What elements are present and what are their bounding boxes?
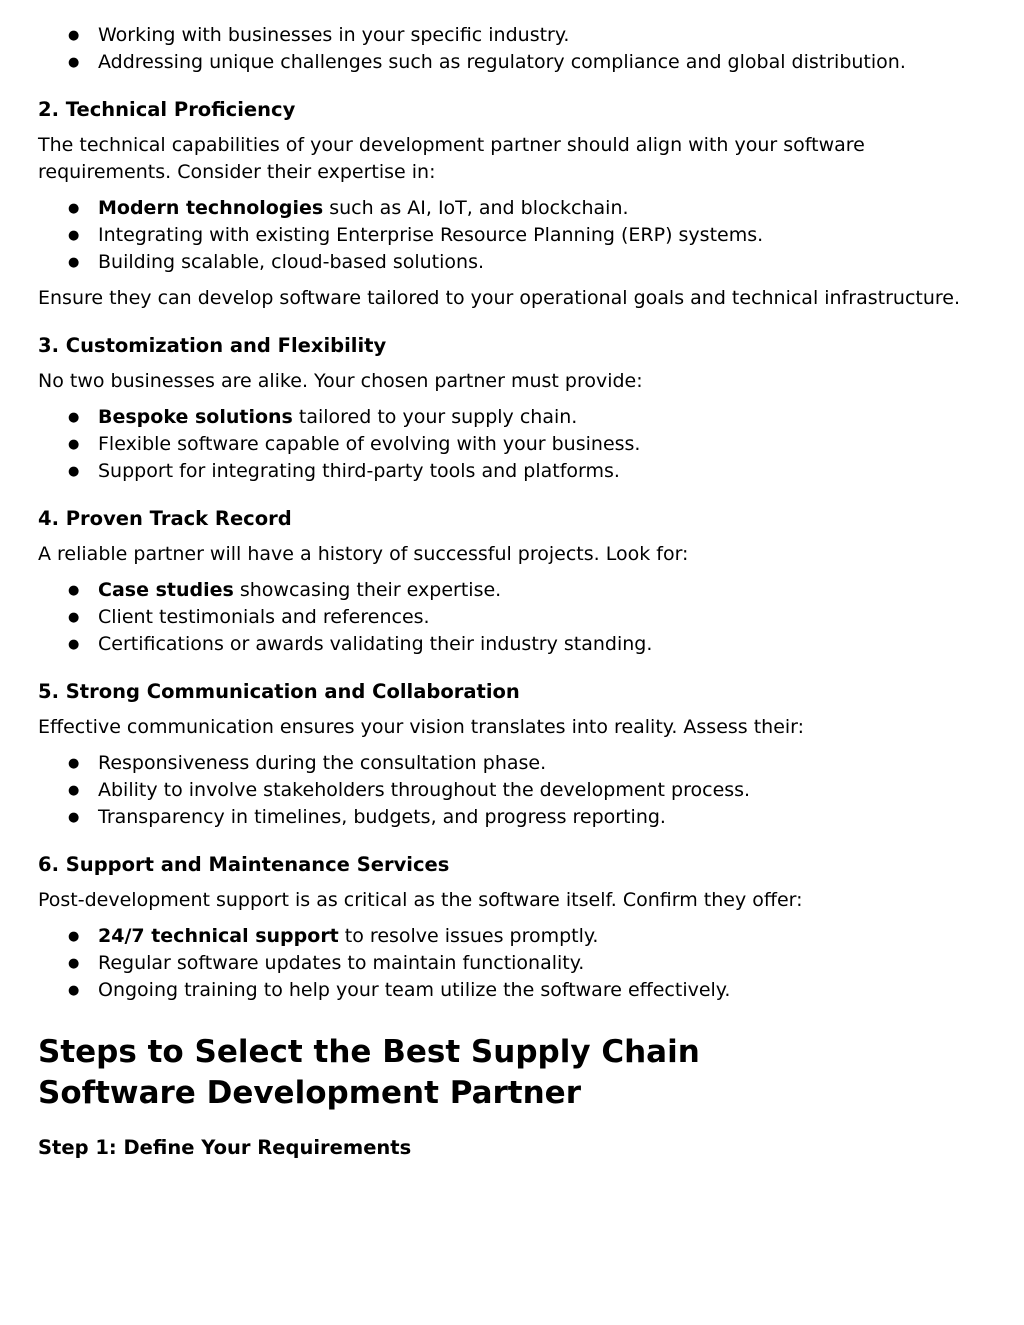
list-item: ● Flexible software capable of evolving with your business. bbox=[38, 431, 986, 458]
section-bullet-list bbox=[38, 750, 986, 831]
bullet-icon: ● bbox=[68, 201, 80, 216]
bullet-icon: ● bbox=[68, 610, 80, 625]
list-item: ● Responsiveness during the consultation phase. bbox=[38, 750, 986, 777]
list-item: ● Case studies showcasing their expertise. bbox=[38, 577, 986, 604]
bullet-icon: ● bbox=[68, 810, 80, 825]
bullet-icon: ● bbox=[68, 464, 80, 479]
section-bullet-list bbox=[38, 923, 986, 1004]
list-item: ● Regular software updates to maintain functionality. bbox=[38, 950, 986, 977]
section-heading-track-record: 4. Proven Track Record bbox=[38, 507, 292, 530]
section-heading-communication: 5. Strong Communication and Collaboration bbox=[38, 680, 520, 703]
section-bullet-list bbox=[38, 404, 986, 485]
list-item: ● Certifications or awards validating their industry standing. bbox=[38, 631, 986, 658]
list-item: ● Support for integrating third-party tools and platforms. bbox=[38, 458, 986, 485]
section-bullet-list bbox=[38, 577, 986, 658]
section-intro: Post-development support is as critical as the software itself. Confirm they offer: bbox=[38, 889, 803, 911]
bullet-icon: ● bbox=[68, 983, 80, 998]
main-heading: Steps to Select the Best Supply Chain Software Development Partner bbox=[38, 1034, 700, 1111]
section-heading-technical-proficiency: 2. Technical Proficiency bbox=[38, 98, 296, 121]
step-heading: Step 1: Define Your Requirements bbox=[38, 1136, 412, 1159]
section-heading-support: 6. Support and Maintenance Services bbox=[38, 853, 450, 876]
list-item: ● Building scalable, cloud-based solutions. bbox=[38, 249, 986, 276]
list-item: ● Ability to involve stakeholders throughout the development process. bbox=[38, 777, 986, 804]
section-outro: Ensure they can develop software tailored to your operational goals and technical infrastructure. bbox=[38, 287, 961, 309]
list-item: ● Ongoing training to help your team utilize the software effectively. bbox=[38, 977, 986, 1004]
bullet-icon: ● bbox=[68, 437, 80, 452]
section-heading-customization: 3. Customization and Flexibility bbox=[38, 334, 387, 357]
bullet-icon: ● bbox=[68, 228, 80, 243]
section-bullet-list bbox=[38, 195, 986, 276]
section-intro: No two businesses are alike. Your chosen partner must provide: bbox=[38, 370, 643, 392]
section-intro: Effective communication ensures your vision translates into reality. Assess their: bbox=[38, 716, 805, 738]
list-item: ● Bespoke solutions tailored to your supply chain. bbox=[38, 404, 986, 431]
bullet-icon: ● bbox=[68, 28, 80, 43]
bullet-icon: ● bbox=[68, 410, 80, 425]
list-item: ● Modern technologies such as AI, IoT, and blockchain. bbox=[38, 195, 986, 222]
bullet-icon: ● bbox=[68, 583, 80, 598]
list-item: ● 24/7 technical support to resolve issues promptly. bbox=[38, 923, 986, 950]
bullet-icon: ● bbox=[68, 956, 80, 971]
list-item: ● Client testimonials and references. bbox=[38, 604, 986, 631]
bullet-icon: ● bbox=[68, 637, 80, 652]
section-intro: The technical capabilities of your development partner should align with your software requirements. Consider their expertise in: bbox=[38, 134, 865, 183]
section-intro: A reliable partner will have a history of successful projects. Look for: bbox=[38, 543, 689, 565]
intro-bullet-list bbox=[38, 22, 986, 76]
bullet-icon: ● bbox=[68, 55, 80, 70]
list-item: ● Transparency in timelines, budgets, and progress reporting. bbox=[38, 804, 986, 831]
bullet-icon: ● bbox=[68, 783, 80, 798]
bullet-icon: ● bbox=[68, 929, 80, 944]
bullet-icon: ● bbox=[68, 255, 80, 270]
list-item: ● Integrating with existing Enterprise Resource Planning (ERP) systems. bbox=[38, 222, 986, 249]
list-item: ● Working with businesses in your specific industry. bbox=[38, 22, 986, 49]
bullet-icon: ● bbox=[68, 756, 80, 771]
list-item: ● Addressing unique challenges such as regulatory compliance and global distribution. bbox=[38, 49, 986, 76]
